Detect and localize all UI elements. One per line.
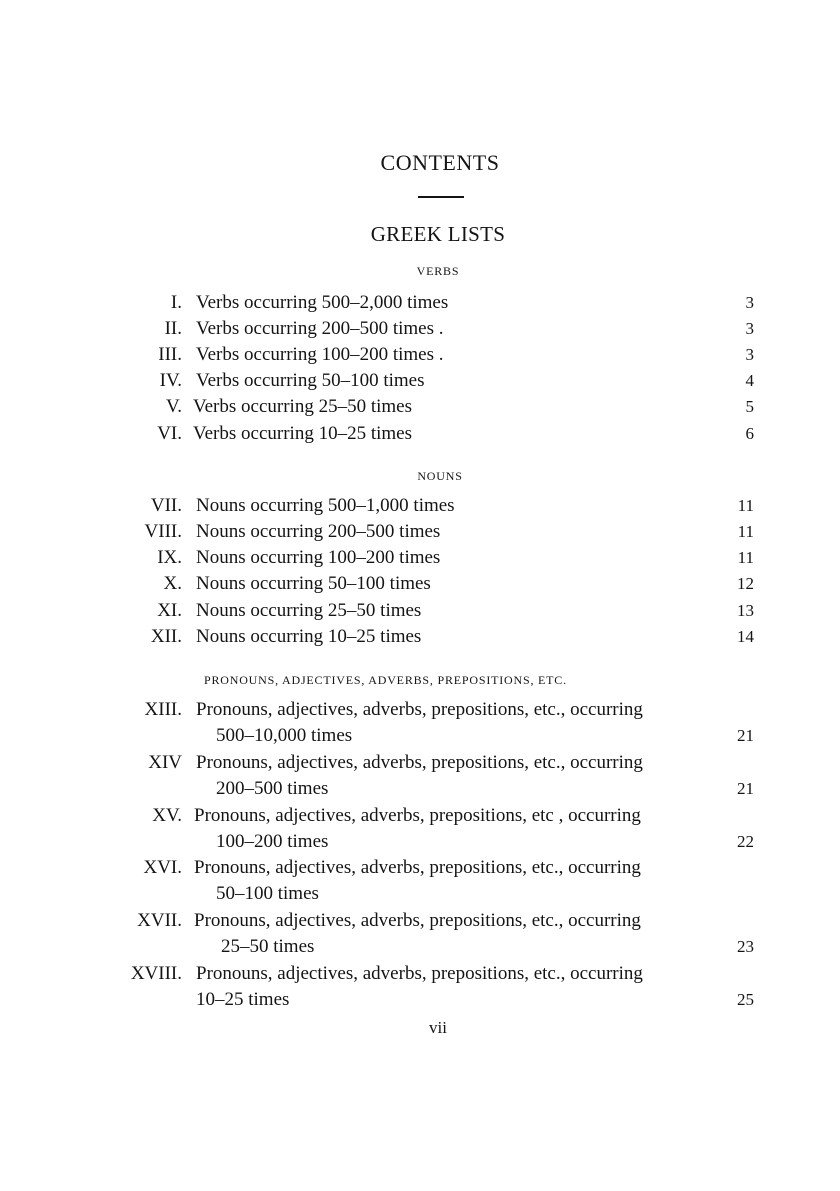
- section-heading-nouns: NOUNS: [417, 469, 463, 483]
- entry-title: Pronouns, adjectives, adverbs, prepositions, etc., occurring: [196, 699, 643, 720]
- toc-entry[interactable]: [0, 342, 840, 368]
- entry-title: Nouns occurring 25–50 times: [196, 600, 422, 621]
- toc-entry[interactable]: [0, 519, 840, 545]
- entry-title: Verbs occurring 25–50 times: [193, 396, 412, 417]
- entry-page: 21: [737, 779, 754, 798]
- entry-page: 3: [745, 345, 754, 364]
- entry-page: 11: [737, 496, 754, 515]
- entry-title: Pronouns, adjectives, adverbs, prepositions, etc., occurring: [196, 963, 643, 984]
- toc-entry[interactable]: [0, 855, 840, 907]
- title-rule: [418, 196, 464, 198]
- toc-entry[interactable]: [0, 697, 840, 749]
- entry-page: 21: [737, 726, 754, 745]
- entry-page: 6: [745, 424, 754, 443]
- entry-page: 13: [737, 601, 754, 620]
- entry-title: Verbs occurring 500–2,000 times: [196, 292, 449, 313]
- entry-title-continuation: 500–10,000 times: [216, 725, 353, 746]
- toc-entry[interactable]: [0, 545, 840, 571]
- entry-number: XI.: [157, 600, 182, 621]
- entry-number: XVI.: [143, 857, 182, 878]
- entry-number: XVII.: [137, 910, 182, 931]
- entry-title: Verbs occurring 50–100 times: [196, 370, 425, 391]
- entry-page: 14: [737, 627, 754, 646]
- entry-number: XIII.: [144, 699, 182, 720]
- entry-title: Pronouns, adjectives, adverbs, prepositions, etc., occurring: [196, 752, 643, 773]
- entry-page: 3: [745, 293, 754, 312]
- page-subtitle: GREEK LISTS: [370, 222, 506, 246]
- entry-page: 11: [737, 522, 754, 541]
- entry-page: 4: [745, 371, 754, 390]
- entry-page: 11: [737, 548, 754, 567]
- entry-number: V.: [165, 396, 182, 417]
- entry-number: I.: [170, 292, 182, 313]
- page-title: CONTENTS: [380, 150, 500, 175]
- entry-number: VIII.: [144, 521, 182, 542]
- toc-entry[interactable]: [0, 908, 840, 960]
- entry-title: Nouns occurring 100–200 times: [196, 547, 441, 568]
- entry-title-continuation: 10–25 times: [196, 989, 290, 1010]
- entry-title: Nouns occurring 500–1,000 times: [196, 495, 455, 516]
- entry-number: II.: [164, 318, 182, 339]
- entry-title: Pronouns, adjectives, adverbs, prepositions, etc., occurring: [194, 857, 641, 878]
- entry-number: XII.: [150, 626, 182, 647]
- entry-title: Pronouns, adjectives, adverbs, prepositions, etc., occurring: [194, 910, 641, 931]
- entry-number: VII.: [150, 495, 182, 516]
- toc-entry[interactable]: [0, 598, 840, 624]
- entry-title: Nouns occurring 10–25 times: [196, 626, 422, 647]
- section-heading-pronouns: PRONOUNS, ADJECTIVES, ADVERBS, PREPOSITIONS, ETC.: [204, 673, 567, 687]
- entry-page: 3: [745, 319, 754, 338]
- toc-entry[interactable]: [0, 750, 840, 802]
- entry-number: XIV: [148, 752, 182, 773]
- entry-page: 23: [737, 937, 754, 956]
- toc-entry[interactable]: [0, 290, 840, 316]
- entry-title-continuation: 100–200 times: [216, 831, 329, 852]
- entry-number: VI.: [157, 423, 182, 444]
- toc-entry[interactable]: [0, 316, 840, 342]
- entry-number: X.: [163, 573, 182, 594]
- entry-page: 12: [737, 574, 754, 593]
- entry-title-continuation: 25–50 times: [221, 936, 315, 957]
- entry-title: Pronouns, adjectives, adverbs, prepositions, etc , occurring: [194, 805, 641, 826]
- entry-page: 25: [737, 990, 754, 1009]
- entry-title: Nouns occurring 50–100 times: [196, 573, 431, 594]
- entry-title: Verbs occurring 10–25 times: [193, 423, 412, 444]
- toc-entry[interactable]: [0, 493, 840, 519]
- page-folio: vii: [429, 1018, 447, 1037]
- entry-number: XV.: [152, 805, 182, 826]
- toc-entry[interactable]: [0, 571, 840, 597]
- toc-entry[interactable]: [0, 368, 840, 394]
- toc-entry[interactable]: [0, 624, 840, 650]
- entry-page: 22: [737, 832, 754, 851]
- entry-page: 5: [745, 397, 754, 416]
- entry-number: XVIII.: [130, 963, 182, 984]
- entry-title: Nouns occurring 200–500 times: [196, 521, 441, 542]
- toc-entry[interactable]: [0, 394, 840, 420]
- entry-title: Verbs occurring 200–500 times .: [196, 318, 444, 339]
- toc-entry[interactable]: [0, 421, 840, 447]
- toc-entry[interactable]: [0, 803, 840, 855]
- entry-number: IX.: [157, 547, 182, 568]
- section-heading-verbs: VERBS: [416, 264, 460, 278]
- toc-entry[interactable]: [0, 961, 840, 1013]
- entry-title-continuation: 200–500 times: [216, 778, 329, 799]
- entry-number: IV.: [159, 370, 182, 391]
- entry-title-continuation: 50–100 times: [216, 883, 319, 904]
- entry-title: Verbs occurring 100–200 times .: [196, 344, 444, 365]
- entry-number: III.: [158, 344, 182, 365]
